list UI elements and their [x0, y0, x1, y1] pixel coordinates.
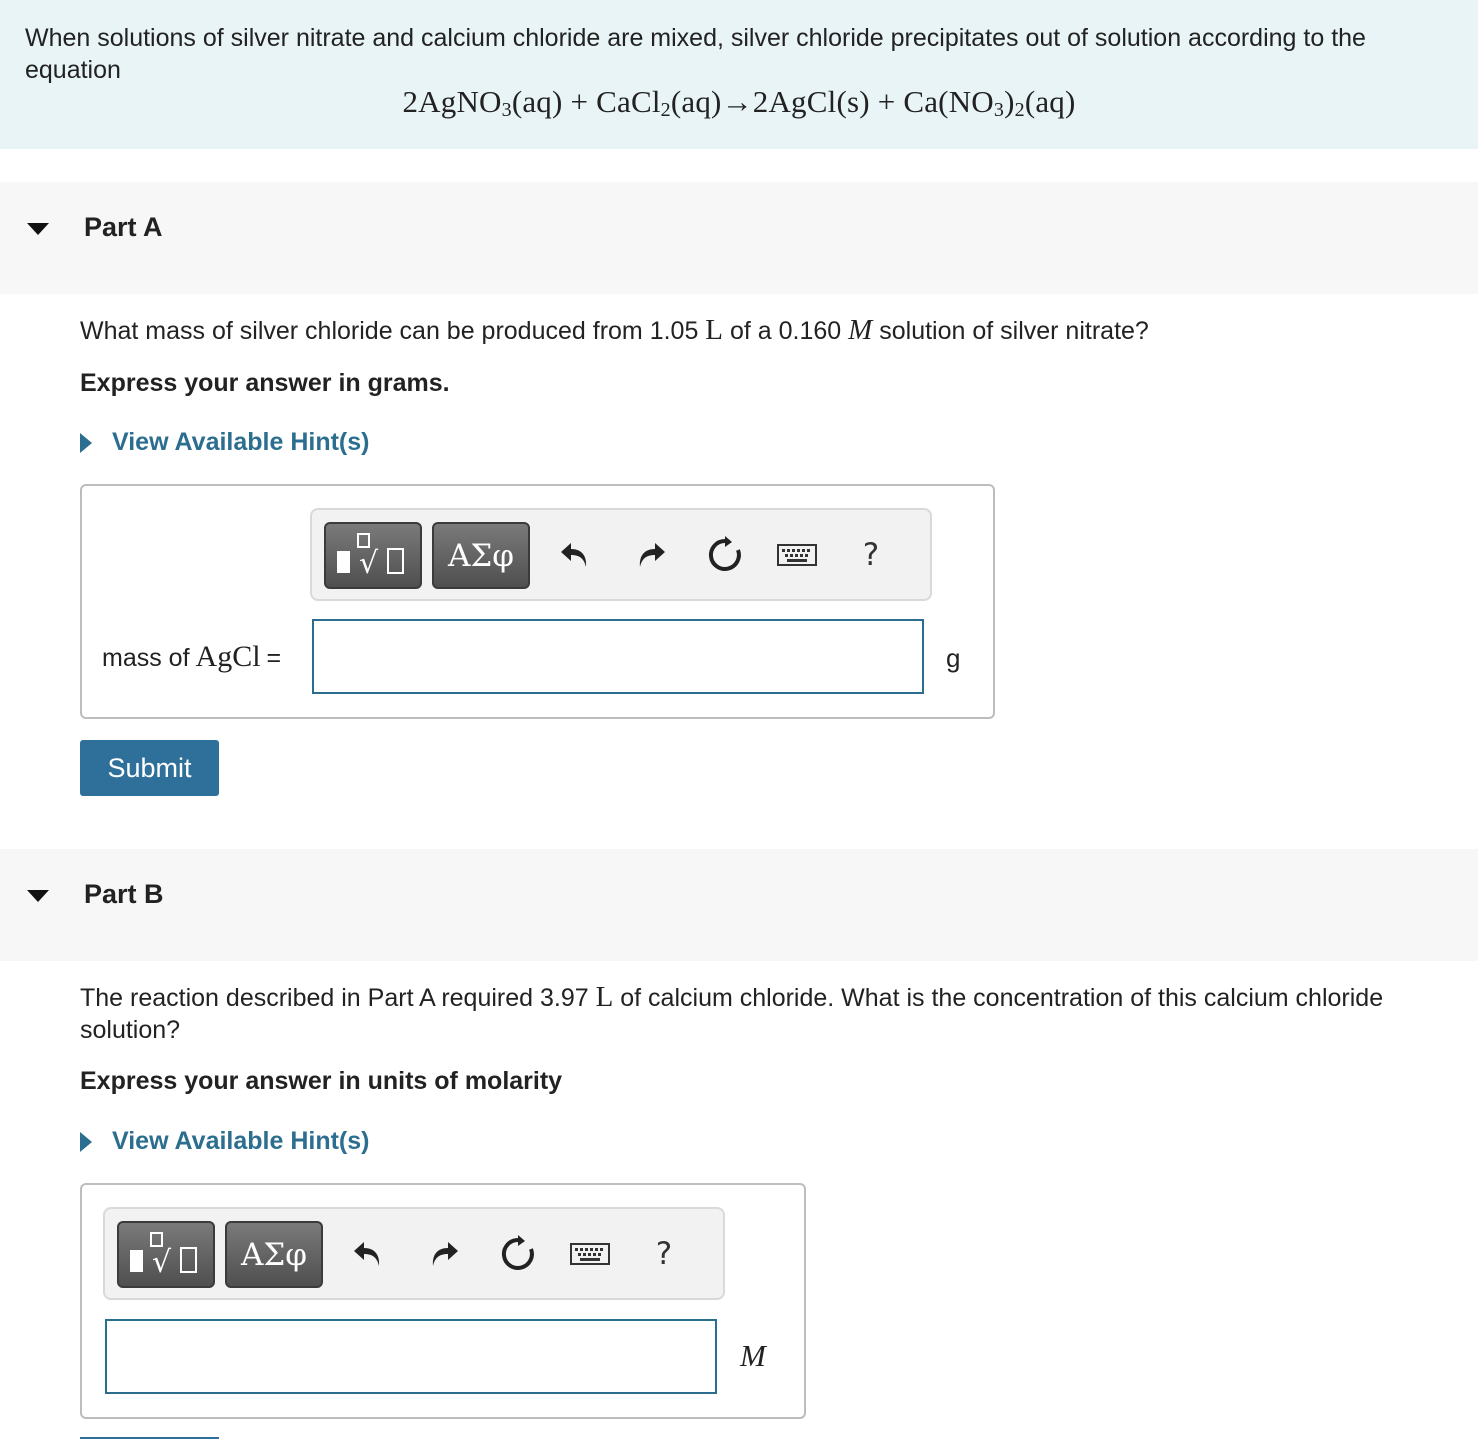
redo-icon[interactable]	[421, 1231, 467, 1277]
collapse-caret-icon[interactable]	[27, 223, 49, 235]
svg-text:√: √	[152, 1244, 172, 1280]
part-a-hint-link[interactable]	[80, 428, 369, 457]
templates-icon	[126, 1230, 206, 1280]
help-icon[interactable]: ?	[862, 537, 880, 573]
mass-label: mass of AgCl =	[102, 640, 282, 673]
templates-button[interactable]	[117, 1221, 215, 1288]
unit-grams: g	[946, 643, 961, 673]
hint-label[interactable]: View Available Hint(s)	[112, 1127, 370, 1155]
hint-label[interactable]: View Available Hint(s)	[112, 428, 370, 456]
greek-symbols-button[interactable]: ΑΣφ	[225, 1221, 323, 1288]
part-b-header[interactable]	[0, 849, 1478, 961]
unit-molarity: M	[740, 1338, 766, 1373]
keyboard-icon[interactable]	[774, 532, 820, 578]
problem-intro	[0, 0, 1478, 149]
part-a-question: What mass of silver chloride can be produced from 1.05 L of a 0.160 M solution of silver nitrate?	[80, 314, 1149, 346]
intro-text: When solutions of silver nitrate and calcium chloride are mixed, silver chloride precipitates out of solution according to the equation	[25, 24, 1366, 84]
part-a-answer-box	[80, 484, 995, 719]
redo-icon[interactable]	[628, 532, 674, 578]
submit-button[interactable]: Submit	[80, 740, 219, 796]
part-b-title: Part B	[84, 879, 164, 909]
part-a-instruction: Express your answer in grams.	[80, 369, 450, 397]
keyboard-icon[interactable]	[567, 1231, 613, 1277]
templates-button[interactable]	[324, 522, 422, 589]
math-toolbar	[103, 1207, 725, 1300]
mass-answer-input[interactable]	[312, 619, 924, 694]
part-b-hint-link[interactable]	[80, 1127, 369, 1156]
math-toolbar	[310, 508, 932, 601]
greek-symbols-button[interactable]: ΑΣφ	[432, 522, 530, 589]
expand-triangle-icon	[80, 433, 92, 453]
templates-icon	[333, 531, 413, 581]
reset-icon[interactable]	[495, 1231, 541, 1277]
reset-icon[interactable]	[702, 532, 748, 578]
part-a-header[interactable]	[0, 182, 1478, 294]
help-icon[interactable]: ?	[655, 1236, 673, 1272]
part-b-question: The reaction described in Part A required 3.97 L of calcium chloride. What is the concentration of this calcium chloride solution?	[80, 981, 1384, 1044]
part-b-instruction: Express your answer in units of molarity	[80, 1067, 563, 1095]
molarity-answer-input[interactable]	[105, 1319, 717, 1394]
part-a-title: Part A	[84, 212, 163, 242]
undo-icon[interactable]	[345, 1231, 391, 1277]
expand-triangle-icon	[80, 1132, 92, 1152]
reaction-equation: 2AgNO$_3$(aq) + CaCl$_2$(aq)→2AgCl(s) + $Ca(NO_3)_2(aq)$	[402, 84, 1076, 121]
collapse-caret-icon[interactable]	[27, 890, 49, 902]
part-b-answer-box	[80, 1183, 806, 1419]
undo-icon[interactable]	[552, 532, 598, 578]
svg-text:√: √	[359, 545, 379, 581]
